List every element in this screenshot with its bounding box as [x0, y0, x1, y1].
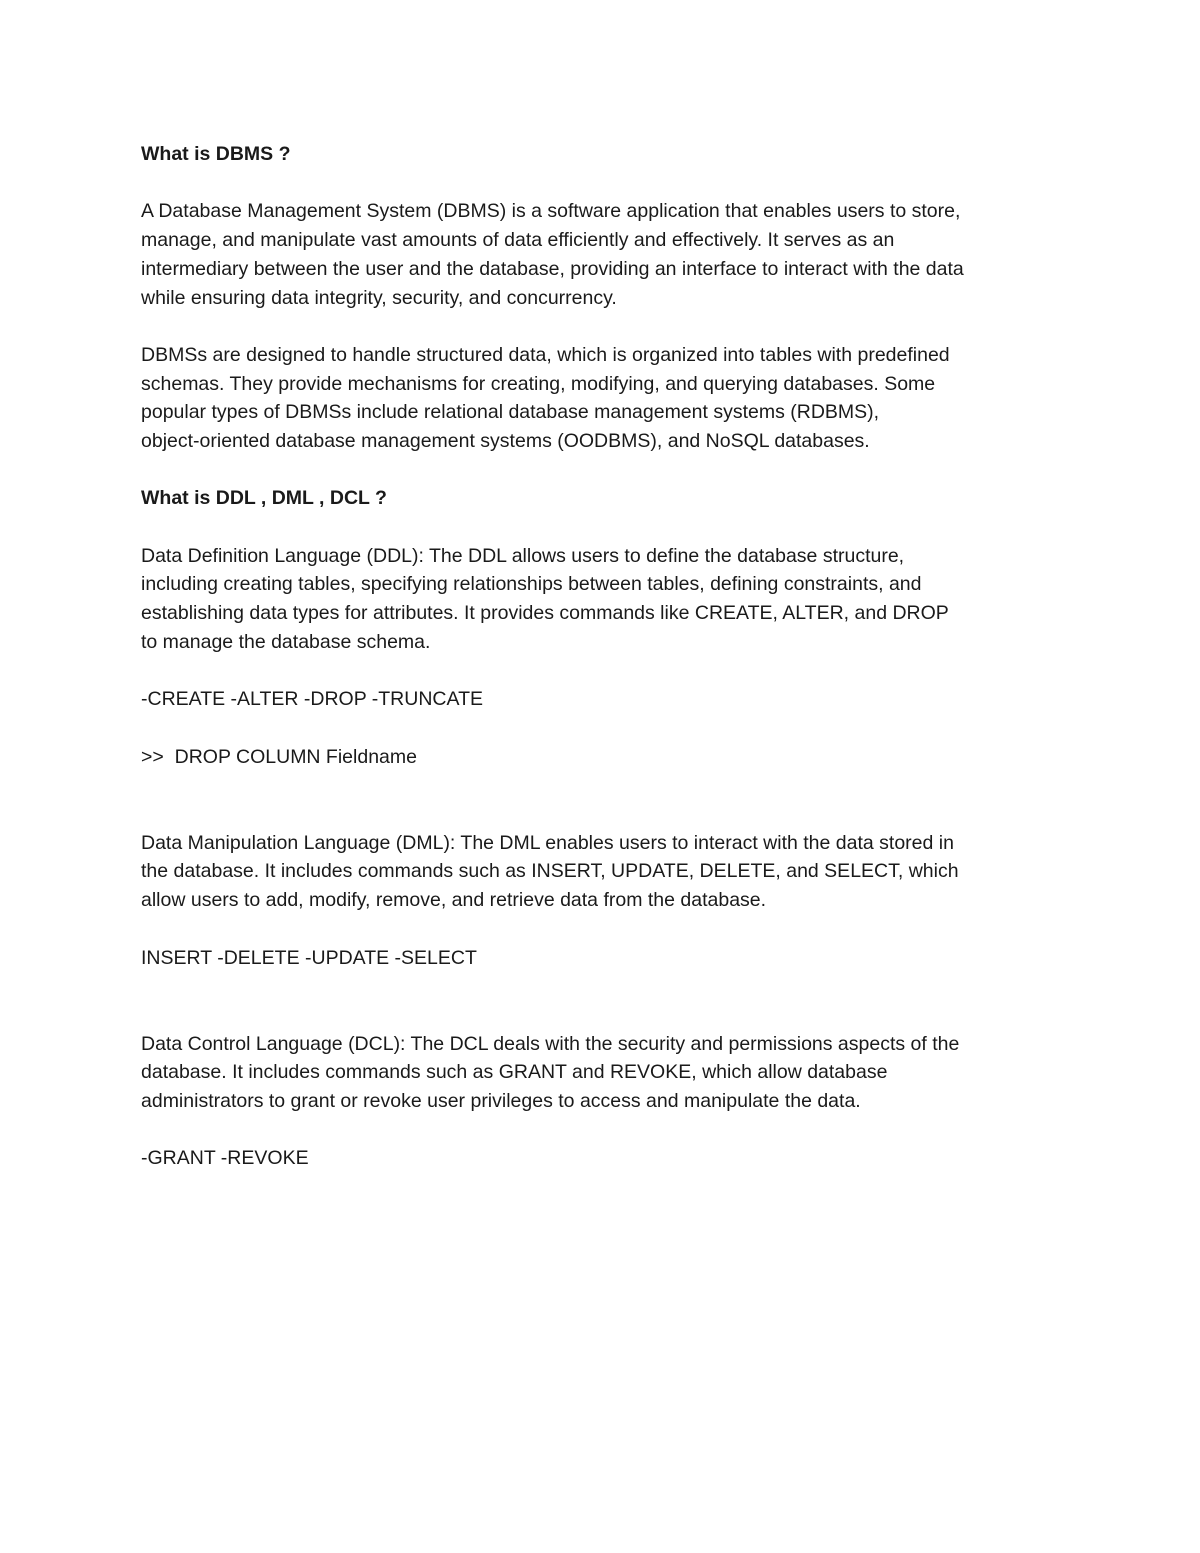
- heading-ddl-dml-dcl: What is DDL , DML , DCL ?: [141, 487, 387, 510]
- paragraph-dbms-definition: A Database Management System (DBMS) is a software application that enables users to store, manage, and manipulate vast amounts of data efficiently and effectively. It serves as an intermediary between the user and the database, providing an interface to interact with the data while ensuring data integrity, security, and concurrency.: [141, 200, 964, 309]
- document-page: [141, 140, 1061, 1202]
- ddl-commands: -CREATE -ALTER -DROP -TRUNCATE: [141, 688, 483, 711]
- paragraph-ddl: Data Definition Language (DDL): The DDL allows users to define the database structure, including creating tables, specifying relationships between tables, defining constraints, and establishing data types for attributes. It provides commands like CREATE, ALTER, and DROP to manage the database schema.: [141, 544, 949, 653]
- heading-what-is-dbms: What is DBMS ?: [141, 143, 291, 165]
- paragraph-dcl: Data Control Language (DCL): The DCL deals with the security and permissions aspects of the database. It includes commands such as GRANT and REVOKE, which allow database administrators to grant or revoke user privileges to access and manipulate the data.: [141, 1032, 960, 1113]
- dml-commands: INSERT -DELETE -UPDATE -SELECT: [141, 946, 477, 969]
- spacer: [141, 1001, 1061, 1030]
- ddl-example: >> DROP COLUMN Fieldname: [141, 745, 417, 768]
- paragraph-dbms-types: DBMSs are designed to handle structured data, which is organized into tables with predefined schemas. They provide mechanisms for creating, modifying, and querying databases. Some popular types of DBMSs include relational database management systems (RDBMS), object-oriented database management systems (OODBMS), and NoSQL databases.: [141, 343, 950, 452]
- dcl-commands: -GRANT -REVOKE: [141, 1147, 309, 1170]
- spacer: [141, 800, 1061, 829]
- paragraph-dml: Data Manipulation Language (DML): The DML enables users to interact with the data stored in the database. It includes commands such as INSERT, UPDATE, DELETE, and SELECT, which allow users to add, modify, remove, and retrieve data from the database.: [141, 831, 959, 912]
